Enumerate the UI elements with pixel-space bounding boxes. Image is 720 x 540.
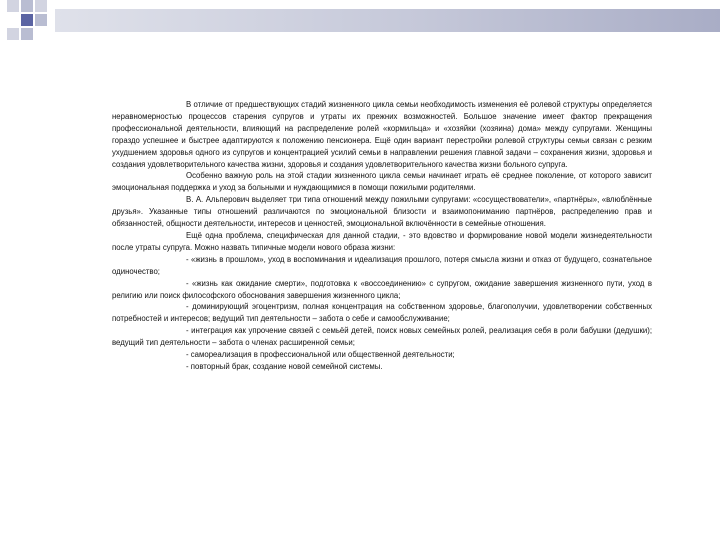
list-item: - повторный брак, создание новой семейной системы. bbox=[186, 361, 383, 371]
list-item: - доминирующий эгоцентризм, полная концентрация на собственном здоровье, благополучии, удовлетворении собственных потребностей и интересов; ведущий тип деятельности – забота о себе и самообслуживание; bbox=[112, 302, 652, 324]
decor-square bbox=[21, 14, 33, 26]
decor-square bbox=[21, 28, 33, 40]
document-body bbox=[112, 99, 652, 373]
decor-square bbox=[7, 0, 19, 12]
decor-square bbox=[7, 28, 19, 40]
paragraph: В отличие от предшествующих стадий жизненного цикла семьи необходимость изменения её ролевой структуры определяется неравномерностью процессов старения супругов и утраты их прежних возможностей. Большое значение имеет фактор прекращения профессиональной деятельности, влияющий на распределение ролей «кормильца» и «хозяйки (хозяина) дома» между супругами. Женщины гораздо успешнее и быстрее адаптируются к положению пенсионера. Ещё один вариант перестройки ролевой структуры семьи связан с резким ухудшением здоровья одного из супругов и концентрацией усилий семьи в направлении решения главной задачи – сохранения жизни, здоровья и создания удовлетворительного качества жизни, здоровья и создания удовлетворительного качества жизни больного супруга. bbox=[112, 100, 652, 169]
list-item: - интеграция как упрочение связей с семьёй детей, поиск новых семейных ролей, реализация себя в роли бабушки (дедушки); ведущий тип деятельности – забота о членах расширенной семьи; bbox=[112, 326, 652, 348]
decor-square bbox=[21, 0, 33, 12]
paragraph: Особенно важную роль на этой стадии жизненного цикла семьи начинает играть её среднее поколение, от которого зависит эмоциональная поддержка и уход за больными и нуждающимися в помощи пожилыми родителями. bbox=[112, 171, 652, 193]
paragraph: В. А. Альперович выделяет три типа отношений между пожилыми супругами: «сосуществователи», «партнёры», «влюблённые друзья». Указанные типы отношений различаются по эмоциональной близости и взаимопониманию партнёров, распределению прав и обязанностей, общности деятельности, интересов и ценностей, эмоциональной включённости в семейные отношения. bbox=[112, 195, 652, 229]
list-item: - самореализация в профессиональной или общественной деятельности; bbox=[186, 350, 455, 360]
decor-square bbox=[35, 14, 47, 26]
list-item: - «жизнь в прошлом», уход в воспоминания и идеализация прошлого, потеря смысла жизни и отказ от будущего, сознательное одиночество; bbox=[112, 254, 652, 276]
decor-square bbox=[35, 0, 47, 12]
header-band bbox=[55, 9, 720, 32]
paragraph: Ещё одна проблема, специфическая для данной стадии, - это вдовство и формирование новой модели жизнедеятельности после утраты супруга. Можно назвать типичные модели нового образа жизни: bbox=[112, 230, 652, 252]
list-item: - «жизнь как ожидание смерти», подготовка к «воссоединению» с супругом, ожидание завершения жизненного пути, уход в религию или поиск философского обоснования завершения жизненного цикла; bbox=[112, 278, 652, 300]
